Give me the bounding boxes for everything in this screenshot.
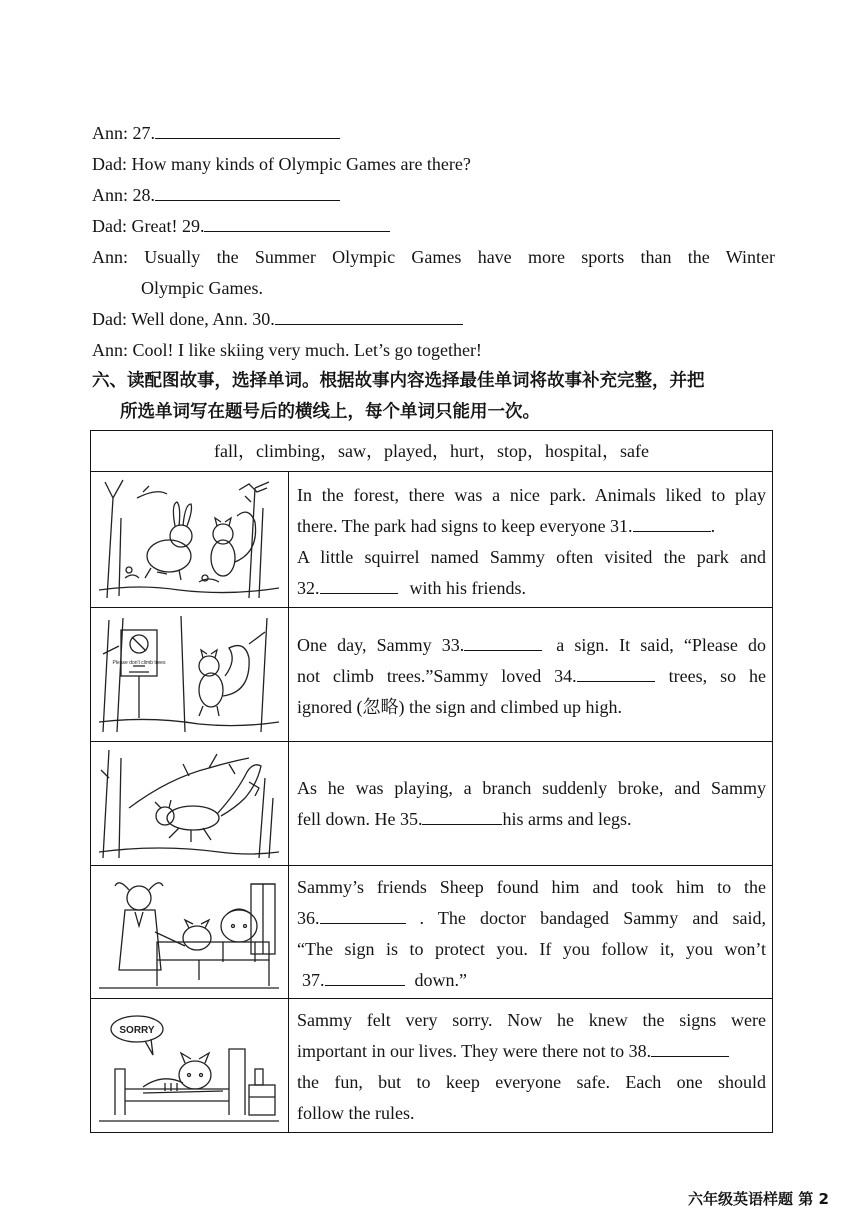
story-line-text: a sign. It said, “Please do bbox=[556, 635, 767, 655]
story-text-5 bbox=[297, 1005, 766, 1129]
story-line-text: trees, so he bbox=[668, 666, 766, 686]
story-line bbox=[297, 903, 766, 934]
line-text: How many kinds of Olympic Games are there? bbox=[131, 154, 471, 174]
dialogue-line-29 bbox=[92, 211, 775, 242]
story-line-text: with his friends. bbox=[409, 578, 526, 598]
dialogue-line-continued bbox=[141, 273, 775, 304]
story-line: the fun, but to keep everyone safe. Each one should bbox=[297, 1072, 766, 1092]
story-line: A little squirrel named Sammy often visited the park and bbox=[297, 547, 766, 567]
story-line bbox=[297, 573, 766, 604]
dialogue-line bbox=[92, 335, 775, 366]
story-line: “The sign is to protect you. If you follow it, you won’t bbox=[297, 939, 766, 959]
story-line bbox=[297, 804, 766, 835]
answer-blank-36[interactable] bbox=[320, 905, 406, 924]
story-line-text: 37. bbox=[302, 970, 325, 990]
story-line-text: . The doctor bandaged Sammy and said, bbox=[419, 908, 766, 928]
story-line-text: fell down. He 35. bbox=[297, 809, 423, 829]
illustration-sign-squirrel bbox=[91, 608, 289, 741]
story-line-text: 32. bbox=[297, 578, 320, 598]
story-text-2 bbox=[297, 630, 766, 723]
story-text-4 bbox=[297, 872, 766, 996]
answer-blank-33[interactable] bbox=[464, 632, 542, 651]
dialogue-line-28 bbox=[92, 180, 775, 211]
line-text: 27. bbox=[132, 123, 155, 143]
story-line: As he was playing, a branch suddenly broke, and Sammy bbox=[297, 778, 766, 798]
answer-blank-35[interactable] bbox=[422, 806, 502, 825]
story-line bbox=[297, 630, 766, 661]
story-line-text: important in our lives. They were there not to 38. bbox=[297, 1041, 652, 1061]
answer-blank-34[interactable] bbox=[577, 663, 655, 682]
speaker: Ann: bbox=[92, 185, 128, 205]
answer-blank-32[interactable] bbox=[320, 575, 398, 594]
sorry-squirrel-drawing bbox=[99, 1005, 279, 1125]
section-heading: 六、读配图故事，选择单词。根据故事内容选择最佳单词将故事补充完整，并把 bbox=[92, 371, 705, 391]
story-text-3 bbox=[297, 773, 766, 835]
story-line-text: 36. bbox=[297, 908, 320, 928]
page-footer: 六年级英语样题 第 2 bbox=[688, 1190, 829, 1208]
story-row-1 bbox=[91, 472, 772, 608]
speech-bubble-text: SORRY bbox=[119, 1025, 155, 1036]
dialogue-line bbox=[92, 242, 775, 273]
line-text: Great! 29. bbox=[131, 216, 205, 236]
story-row-4 bbox=[91, 866, 772, 999]
answer-blank-37[interactable] bbox=[325, 967, 405, 986]
illustration-falling-squirrel bbox=[91, 742, 289, 865]
answer-blank-38[interactable] bbox=[651, 1038, 729, 1057]
story-table bbox=[90, 430, 773, 1133]
story-line-text: not climb trees.”Sammy loved 34. bbox=[297, 666, 577, 686]
illustration-hospital bbox=[91, 866, 289, 998]
dialogue-line-30 bbox=[92, 304, 775, 335]
speaker: Dad: bbox=[92, 216, 127, 236]
dialogue-line-27 bbox=[92, 118, 775, 149]
story-line-text: there. The park had signs to keep everyone 31. bbox=[297, 516, 633, 536]
story-line: follow the rules. bbox=[297, 1103, 415, 1123]
speaker: Ann: bbox=[92, 247, 128, 267]
story-line bbox=[297, 661, 766, 692]
sign-caption: Please don't climb trees bbox=[112, 660, 166, 666]
line-text: Cool! I like skiing very much. Let’s go together! bbox=[132, 340, 482, 360]
illustration-rabbit-squirrel bbox=[91, 472, 289, 607]
story-row-3 bbox=[91, 742, 772, 866]
story-line: Sammy felt very sorry. Now he knew the signs were bbox=[297, 1010, 766, 1030]
sign-squirrel-drawing bbox=[99, 614, 279, 734]
line-text: Well done, Ann. 30. bbox=[131, 309, 275, 329]
illustration-sorry-squirrel bbox=[91, 999, 289, 1132]
story-text-1 bbox=[297, 480, 766, 604]
dialogue-line bbox=[92, 149, 775, 180]
story-line bbox=[297, 965, 766, 996]
line-text: Olympic Games. bbox=[141, 278, 263, 298]
word-bank: fall，climbing，saw，played，hurt，stop，hospital，safe bbox=[91, 431, 772, 472]
answer-blank-30[interactable] bbox=[275, 306, 463, 325]
line-text: Usually the Summer Olympic Games have more sports than the Winter bbox=[144, 247, 775, 267]
rabbit-squirrel-drawing bbox=[99, 478, 279, 600]
speaker: Ann: bbox=[92, 123, 128, 143]
speaker: Dad: bbox=[92, 309, 127, 329]
story-line-text: his arms and legs. bbox=[502, 809, 632, 829]
story-line: there. The park had signs to keep everyone 31. . bbox=[297, 511, 766, 542]
story-row-2 bbox=[91, 608, 772, 742]
hospital-drawing bbox=[99, 872, 279, 992]
answer-blank-28[interactable] bbox=[155, 182, 340, 201]
story-line-text: down.” bbox=[414, 970, 467, 990]
answer-blank-27[interactable] bbox=[155, 120, 340, 139]
story-line: ignored (忽略) the sign and climbed up high. bbox=[297, 697, 622, 717]
section-heading-cont: 所选单词写在题号后的横线上，每个单词只能用一次。 bbox=[120, 402, 540, 422]
story-line: Sammy’s friends Sheep found him and took him to the bbox=[297, 877, 766, 897]
answer-blank-31[interactable] bbox=[633, 513, 711, 532]
falling-squirrel-drawing bbox=[99, 748, 279, 860]
speaker: Ann: bbox=[92, 340, 128, 360]
story-line: In the forest, there was a nice park. Animals liked to play bbox=[297, 485, 766, 505]
line-text: 28. bbox=[132, 185, 155, 205]
answer-blank-29[interactable] bbox=[204, 213, 390, 232]
story-row-5 bbox=[91, 999, 772, 1132]
speaker: Dad: bbox=[92, 154, 127, 174]
story-line-text: One day, Sammy 33. bbox=[297, 635, 465, 655]
story-line bbox=[297, 1036, 766, 1067]
